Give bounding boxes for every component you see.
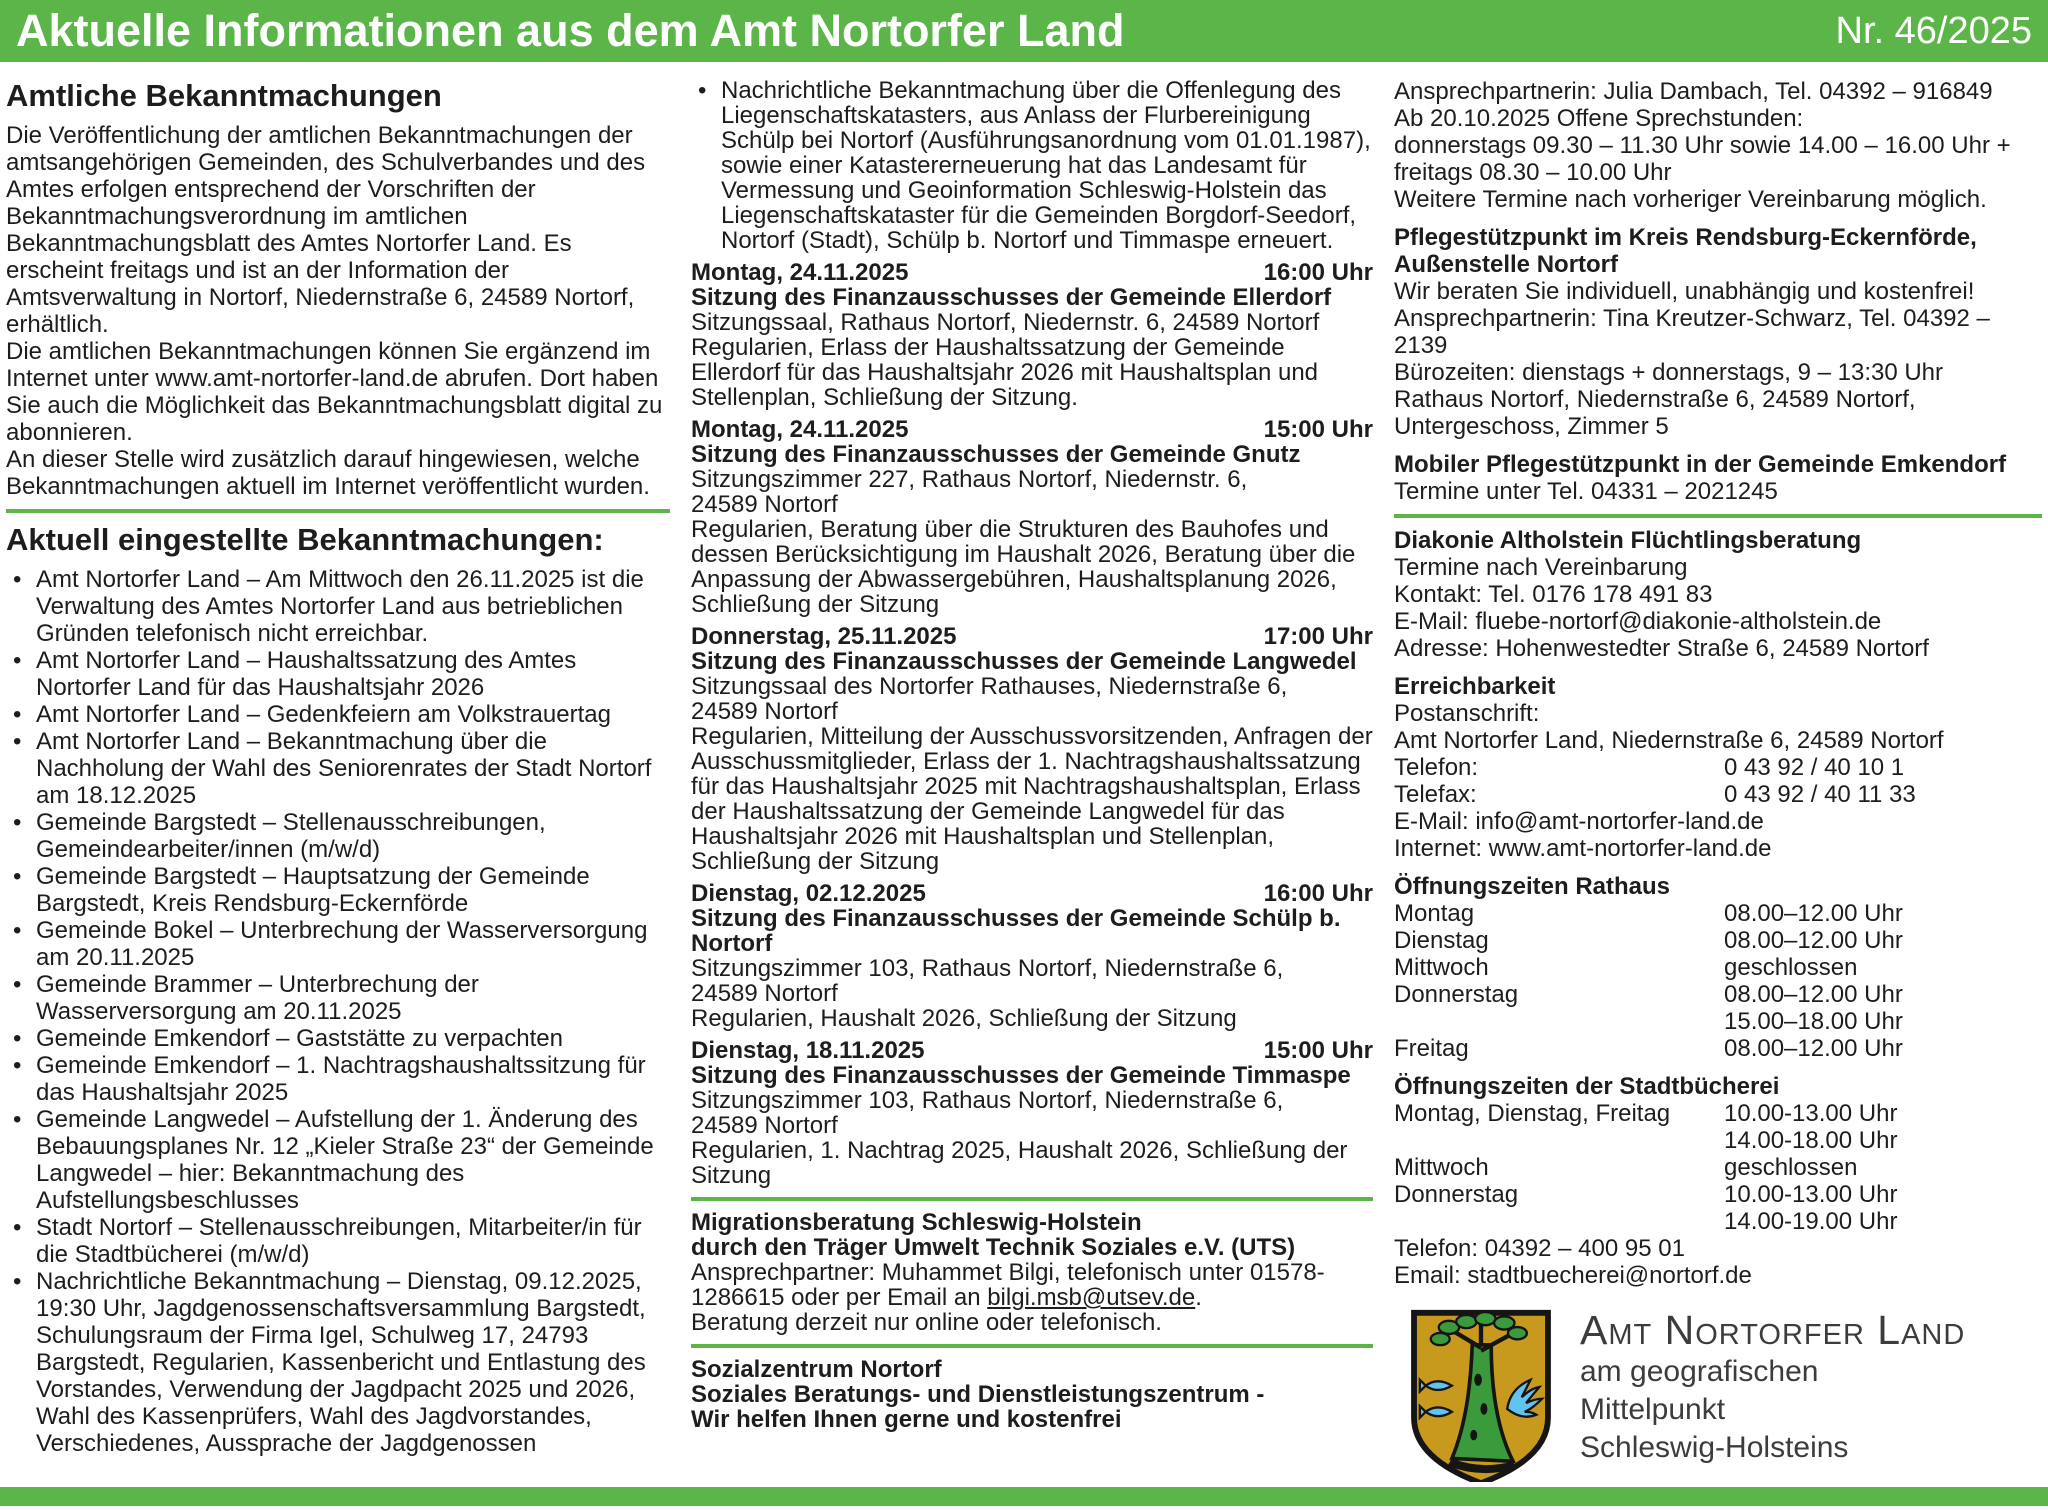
hours-day [1394,1127,1724,1154]
buecherei-hours-section [1394,1073,2042,1289]
announcement-item: • Amt Nortorfer Land – Gedenkfeiern am Volkstrauertag [6,701,670,728]
diakonie-heading: Diakonie Altholstein Flüchtlingsberatung [1394,527,1862,554]
announcement-item: • Gemeinde Bargstedt – Hauptsatzung der Gemeinde Bargstedt, Kreis Rendsburg-Eckernförde [6,863,670,917]
meeting-body [691,1088,1373,1188]
announcement-item: • Amt Nortorfer Land – Am Mittwoch den 26.11.2025 ist die Verwaltung des Amtes Nortorfer Land aus betrieblichen Gründen telefonisch nicht erreichbar. [6,566,670,647]
diakonie-section [1394,527,2042,662]
erreichbarkeit-address [1394,700,2042,754]
announcement-item: • Gemeinde Bokel – Unterbrechung der Wasserversorgung am 20.11.2025 [6,917,670,971]
meeting-body [691,956,1373,1031]
meeting-title: Sitzung des Finanzausschusses der Gemeinde Gnutz [691,441,1301,468]
contact-line: Ansprechpartnerin: Tina Kreutzer-Schwarz, Tel. 04392 – 2139 [1394,305,1990,359]
hours-day: Mittwoch [1394,954,1489,981]
green-divider [691,1197,1373,1201]
meeting-title: Sitzung des Finanzausschusses der Gemeinde Langwedel [691,648,1357,675]
logo-text [1580,1307,1965,1467]
meeting-entry [691,1038,1373,1188]
meeting-date: Montag, 24.11.2025 [691,259,909,286]
meeting-date: Dienstag, 18.11.2025 [691,1037,925,1064]
hours-time: 14.00-18.00 Uhr [1724,1127,1898,1154]
rathaus-hours-heading: Öffnungszeiten Rathaus [1394,873,1671,900]
hours-time: geschlossen [1724,954,1858,981]
contact-line: Amt Nortorfer Land, Niedernstraße 6, 24589 Nortorf [1394,727,1944,754]
sozialzentrum-line: Soziales Beratungs- und Dienstleistungszentrum - [691,1381,1265,1408]
meeting-body-line: Sitzungszimmer 227, Rathaus Nortorf, Niedernstr. 6, [691,466,1248,493]
hours-day: Montag, Dienstag, Freitag [1394,1100,1671,1127]
column-official-announcements [6,78,670,1482]
meeting-body-line: 24589 Nortorf [691,1112,838,1139]
announcement-item: • Nachrichtliche Bekanntmachung über die Offenlegung des Liegenschaftskatasters, aus Anlass der Flurbereinigung Schülp bei Nortorf (Ausführungsanordnung vom 01.01.1987), sowie einer Katastererneuerung hat das Landesamt für Vermessung und Geoinformation Schleswig-Holstein das Liegenschaftskataster für die Gemeinden Borgdorf-Seedorf, Nortorf (Stadt), Schülp b. Nortorf und Timmaspe erneuert. [691,78,1373,253]
green-divider [1394,514,2042,518]
mobiler-line: Termine unter Tel. 04331 – 2021245 [1394,478,1778,505]
logo-tagline [1580,1353,1965,1467]
phone-rows [1394,754,2042,808]
hours-row [1394,954,2042,981]
announcement-item: • Gemeinde Emkendorf – Gaststätte zu verpachten [6,1025,670,1052]
migration-heading: Migrationsberatung Schleswig-Holstein [691,1209,1142,1236]
meeting-time: 17:00 Uhr [1263,623,1373,650]
migration-contact [691,1260,1373,1310]
meeting-time: 15:00 Uhr [1263,416,1373,443]
meeting-body-line: Sitzungssaal, Rathaus Nortorf, Niedernstr. 6, 24589 Nortorf [691,309,1320,336]
rathaus-hours-section [1394,873,2042,1062]
meeting-entry [691,881,1373,1031]
hours-time: 10.00-13.00 Uhr [1724,1100,1898,1127]
logo-tagline-line: am geografischen [1580,1355,1819,1388]
announcement-item: • Nachrichtliche Bekanntmachung – Dienstag, 09.12.2025, 19:30 Uhr, Jagdgenossenschaftsversammlung Bargstedt, Schulungsraum der Firma Igel, Schulweg 17, 24793 Bargstedt, Regularien, Kassenbericht und Entlastung des Vorstandes, Verwendung der Jagdpacht 2025 und 2026, Wahl des Kassenprüfers, Wahl des Jagdvorstandes, Verschiedenes, Aussprache der Jagdgenossen [6,1268,670,1457]
pflegestuetzpunkt-heading: Pflegestützpunkt im Kreis Rendsburg-Eckernförde, Außenstelle Nortorf [1394,224,1977,278]
contact-line: Email: stadtbuecherei@nortorf.de [1394,1262,1752,1289]
meeting-body-line: Sitzungszimmer 103, Rathaus Nortorf, Niedernstraße 6, [691,1087,1284,1114]
meeting-body-line: Regularien, Beratung über die Strukturen des Bauhofes und dessen Berücksichtigung im Haushalt 2026, Beratung über die Anpassung der Abwassergebühren, Haushaltsplanung 2026, Schließung der Sitzung [691,516,1356,618]
buecherei-hours-heading: Öffnungszeiten der Stadtbücherei [1394,1073,1780,1100]
contact-line: Wir beraten Sie individuell, unabhängig und kostenfrei! [1394,278,1975,305]
hours-row [1394,1181,2042,1208]
hours-day: Donnerstag [1394,1181,1519,1208]
meeting-body-line: 24589 Nortorf [691,491,838,518]
footer-bar [0,1487,2048,1506]
hours-row [1394,900,2042,927]
meeting-body-line: 24589 Nortorf [691,980,838,1007]
paragraph: Die Veröffentlichung der amtlichen Bekanntmachungen der amtsangehörigen Gemeinden, des Schulverbandes und des Amtes erfolgen entsprechend der Vorschriften der Bekanntmachungsverordnung im amtlichen Bekanntmachungsblatt des Amtes Nortorfer Land. Es erscheint freitags und ist an der Information der Amtsverwaltung in Nortorf, Niedernstraße 6, 24589 Nortorf, erhältlich. [6,122,646,338]
logo-tagline-line: Schleswig-Holsteins [1580,1431,1849,1464]
erreichbarkeit-section [1394,673,2042,862]
meeting-head [691,417,1373,442]
contact-line: Internet: www.amt-nortorfer-land.de [1394,835,1772,862]
announcement-list [6,566,670,1457]
meeting-date: Montag, 24.11.2025 [691,416,909,443]
contact-line: Untergeschoss, Zimmer 5 [1394,413,1669,440]
hours-row [1394,1208,2042,1235]
migration-section [691,1210,1373,1335]
amt-logo [1394,1307,2042,1482]
hours-day: Freitag [1394,1035,1469,1062]
migration-subheading: durch den Träger Umwelt Technik Soziales e.V. (UTS) [691,1234,1296,1261]
hours-row [1394,1127,2042,1154]
hours-day: Mittwoch [1394,1154,1489,1181]
announcement-item: • Gemeinde Langwedel – Aufstellung der 1. Änderung des Bebauungsplanes Nr. 12 „Kieler Straße 23“ der Gemeinde Langwedel – hier: Bekanntmachung des Aufstellungsbeschlusses [6,1106,670,1214]
page-title: Aktuelle Informationen aus dem Amt Nortorfer Land [16,5,1125,56]
contact-line: E-Mail: info@amt-nortorfer-land.de [1394,808,1764,835]
logo-brand-name: Amt Nortorfer Land [1580,1307,1966,1353]
coat-of-arms-icon [1408,1307,1554,1482]
meeting-title: Sitzung des Finanzausschusses der Gemeinde Ellerdorf [691,284,1332,311]
hours-time: 10.00-13.00 Uhr [1724,1181,1898,1208]
meeting-body [691,674,1373,874]
migration-contact-text: Ansprechpartner: Muhammet Bilgi, telefonisch unter 01578-1286615 oder per Email an [691,1259,1325,1311]
meeting-body [691,310,1373,410]
announcement-item: • Gemeinde Bargstedt – Stellenausschreibungen, Gemeindearbeiter/innen (m/w/d) [6,809,670,863]
hours-row [1394,927,2042,954]
sozialzentrum-section [691,1357,1373,1432]
phone-value: 0 43 92 / 40 10 1 [1724,754,1905,781]
erreichbarkeit-heading: Erreichbarkeit [1394,673,1556,700]
contact-line: Kontakt: Tel. 0176 178 491 83 [1394,581,1713,608]
hours-day: Donnerstag [1394,981,1519,1008]
phone-row [1394,781,2042,808]
announcement-item: • Amt Nortorfer Land – Bekanntmachung über die Nachholung der Wahl des Seniorenrates der Stadt Nortorf am 18.12.2025 [6,728,670,809]
meeting-head [691,624,1373,649]
meeting-body-line: 24589 Nortorf [691,698,838,725]
contact-line: Bürozeiten: dienstags + donnerstags, 9 – 13:30 Uhr [1394,359,1944,386]
announcement-item: • Amt Nortorfer Land – Haushaltssatzung des Amtes Nortorfer Land für das Haushaltsjahr 2026 [6,647,670,701]
announcement-list-continued [691,78,1373,253]
rathaus-hours-table [1394,900,2042,1062]
announcement-item: • Gemeinde Emkendorf – 1. Nachtragshaushaltssitzung für das Haushaltsjahr 2025 [6,1052,670,1106]
erreichbarkeit-online [1394,808,2042,862]
contact-line: donnerstags 09.30 – 11.30 Uhr sowie 14.00 – 16.00 Uhr + [1394,132,2011,159]
hours-row [1394,1008,2042,1035]
meeting-entry [691,417,1373,617]
meeting-body-line: Regularien, Haushalt 2026, Schließung der Sitzung [691,1005,1237,1032]
meeting-head [691,260,1373,285]
meeting-body-line: Regularien, Mitteilung der Ausschussvorsitzenden, Anfragen der Ausschussmitglieder, Erlass der 1. Nachtragshaushaltssatzung für das Haushaltsjahr 2025 mit Nachtragshaushaltsplan, Erlass der Haushaltssatzung der Gemeinde Langwedel für das Haushaltsjahr 2026 mit Haushaltsplan und Stellenplan, Schließung der Sitzung [691,723,1373,875]
hours-row [1394,981,2042,1008]
pflegestuetzpunkt-section [1394,224,2042,440]
contact-line: Rathaus Nortorf, Niedernstraße 6, 24589 Nortorf, [1394,386,1916,413]
green-divider [691,1344,1373,1348]
meeting-head [691,881,1373,906]
meeting-date: Donnerstag, 25.11.2025 [691,623,957,650]
logo-tagline-line: Mittelpunkt [1580,1393,1726,1426]
meeting-time: 16:00 Uhr [1263,880,1373,907]
section-heading-aktuell: Aktuell eingestellte Bekanntmachungen: [6,522,604,557]
contact-line: freitags 08.30 – 10.00 Uhr [1394,159,1672,186]
contact-line: E-Mail: fluebe-nortorf@diakonie-altholstein.de [1394,608,1882,635]
paragraph: An dieser Stelle wird zusätzlich darauf hingewiesen, welche Bekanntmachungen aktuell im Internet veröffentlicht wurden. [6,446,650,500]
migration-note: Beratung derzeit nur online oder telefonisch. [691,1309,1162,1336]
meeting-title: Sitzung des Finanzausschusses der Gemeinde Timmaspe [691,1062,1351,1089]
migration-email-link[interactable]: bilgi.msb@utsev.de [987,1284,1196,1311]
header-bar [0,0,2048,62]
hours-row [1394,1154,2042,1181]
hours-day [1394,1008,1724,1035]
column-contacts [1394,78,2042,1482]
sozialzentrum-line: Wir helfen Ihnen gerne und kostenfrei [691,1406,1122,1433]
announcement-item: • Stadt Nortorf – Stellenausschreibungen, Mitarbeiter/in für die Stadtbücherei (m/w/d) [6,1214,670,1268]
hours-day: Dienstag [1394,927,1489,954]
hours-day [1394,1208,1724,1235]
diakonie-lines [1394,554,2042,662]
column-meetings [691,78,1373,1482]
announcement-item: • Gemeinde Brammer – Unterbrechung der Wasserversorgung am 20.11.2025 [6,971,670,1025]
migration-contact-suffix: . [1195,1284,1202,1311]
paragraph: Die amtlichen Bekanntmachungen können Sie ergänzend im Internet unter www.amt-nortorfer-land.de abrufen. Dort haben Sie auch die Möglichkeit das Bekanntmachungsblatt digital zu abonnieren. [6,338,663,446]
meeting-time: 15:00 Uhr [1263,1037,1373,1064]
phone-row [1394,754,2042,781]
meeting-time: 16:00 Uhr [1263,259,1373,286]
hours-row [1394,1100,2042,1127]
phone-label: Telefax: [1394,781,1477,808]
meeting-body-line: Sitzungssaal des Nortorfer Rathauses, Niedernstraße 6, [691,673,1288,700]
contact-line: Ab 20.10.2025 Offene Sprechstunden: [1394,105,1804,132]
contact-line: Telefon: 04392 – 400 95 01 [1394,1235,1685,1262]
contact-line: Postanschrift: [1394,700,1540,727]
hours-time: 08.00–12.00 Uhr [1724,927,1903,954]
mobiler-pflegestuetzpunkt-section [1394,451,2042,505]
mobiler-heading: Mobiler Pflegestützpunkt in der Gemeinde Emkendorf [1394,451,2007,478]
contact-line: Weitere Termine nach vorheriger Vereinbarung möglich. [1394,186,1987,213]
hours-time: 08.00–12.00 Uhr [1724,900,1903,927]
meeting-body [691,467,1373,617]
content-columns [6,78,2042,1482]
meeting-body-line: Sitzungszimmer 103, Rathaus Nortorf, Niedernstraße 6, [691,955,1284,982]
meeting-title: Sitzung des Finanzausschusses der Gemeinde Schülp b. Nortorf [691,905,1341,957]
section-heading-amtliche: Amtliche Bekanntmachungen [6,78,442,113]
green-divider [6,509,670,513]
contact-line: Ansprechpartnerin: Julia Dambach, Tel. 04392 – 916849 [1394,78,1993,105]
hours-time: 08.00–12.00 Uhr [1724,981,1903,1008]
issue-number: Nr. 46/2025 [1835,9,2032,52]
hours-time: geschlossen [1724,1154,1858,1181]
meeting-entry [691,624,1373,874]
contact-line: Adresse: Hohenwestedter Straße 6, 24589 Nortorf [1394,635,1929,662]
sozialzentrum-line: Sozialzentrum Nortorf [691,1356,942,1383]
buecherei-hours-table [1394,1100,2042,1235]
hours-time: 08.00–12.00 Uhr [1724,1035,1903,1062]
meeting-date: Dienstag, 02.12.2025 [691,880,926,907]
phone-value: 0 43 92 / 40 11 33 [1724,781,1916,808]
hours-time: 15.00–18.00 Uhr [1724,1008,1903,1035]
sozialzentrum-contact-lines [1394,78,2042,213]
contact-line: Termine nach Vereinbarung [1394,554,1688,581]
meeting-list [691,260,1373,1188]
hours-day: Montag [1394,900,1475,927]
meeting-body-line: Regularien, Erlass der Haushaltssatzung der Gemeinde Ellerdorf für das Haushaltsjahr 2026 mit Haushaltsplan und Stellenplan, Schließung der Sitzung. [691,334,1319,411]
meeting-head [691,1038,1373,1063]
buecherei-contact-lines [1394,1235,2042,1289]
hours-time: 14.00-19.00 Uhr [1724,1208,1898,1235]
meeting-entry [691,260,1373,410]
pflegestuetzpunkt-lines [1394,278,2042,440]
hours-row [1394,1035,2042,1062]
official-intro-paragraphs [6,122,670,500]
phone-label: Telefon: [1394,754,1479,781]
meeting-body-line: Regularien, 1. Nachtrag 2025, Haushalt 2026, Schließung der Sitzung [691,1137,1348,1189]
